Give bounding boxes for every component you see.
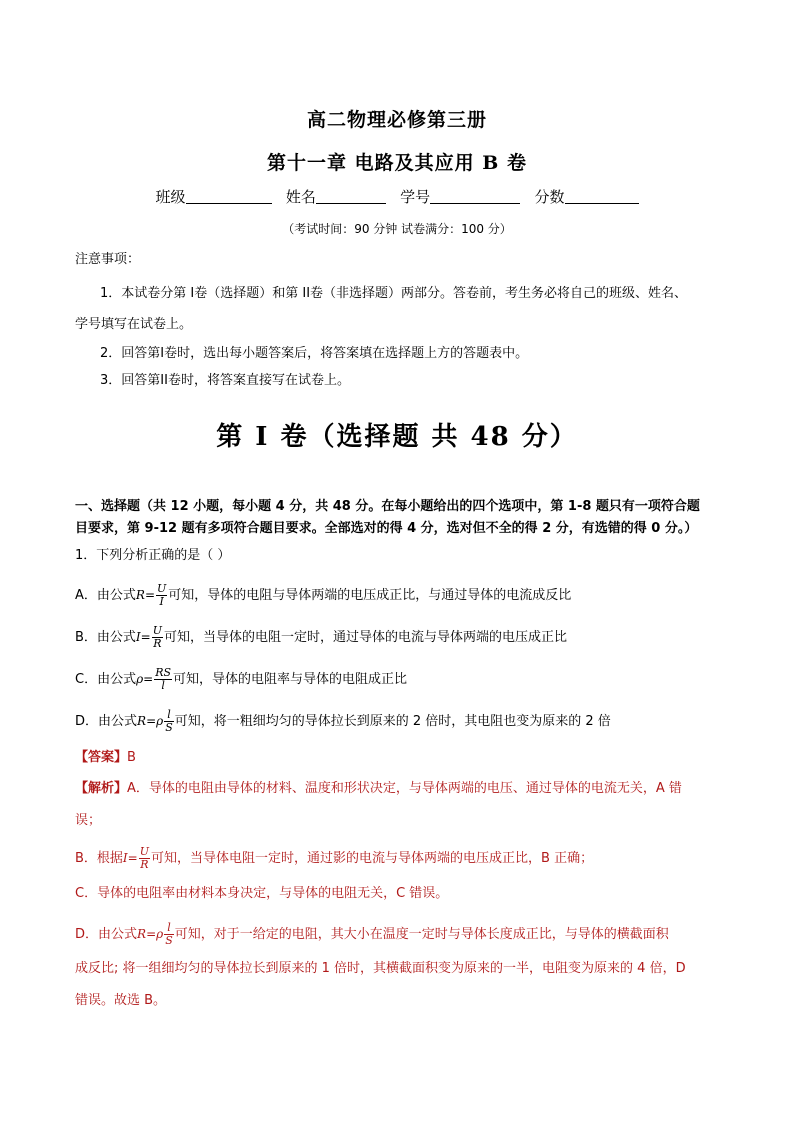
notes-heading: 注意事项： <box>75 252 141 267</box>
analysis-line-c: C．导体的电阻率由材料本身决定，与导体的电阻无关，C 错误。 <box>75 886 449 901</box>
student-id-field-label: 学号 <box>400 188 431 206</box>
class-field-blank[interactable] <box>186 189 272 204</box>
analysis-line-b: B．根据I= $\frac{U}{R}$ 可知，当导体电阻一定时，通过影的电流与导体两端的电压成正比，B 正确； <box>75 845 594 871</box>
option-d-coef: ρ <box>156 714 164 728</box>
instructions-line-1: 一、选择题（共 12 小题，每小题 4 分，共 48 分。在每小题给出的四个选项中，第 1-8 题只有一项符合题 <box>75 499 700 514</box>
analysis-d-suffix: 可知，对于一给定的电阻，其大小在温度一定时与导体长度成正比，与导体的横截面积 <box>174 927 669 942</box>
option-b: B．由公式I= $\frac{U}{R}$ 可知，当导体的电阻一定时，通过导体的电流与导体两端的电压成正比 <box>75 624 568 650</box>
analysis-label: 【解析】 <box>75 781 128 796</box>
answer-line <box>75 748 735 768</box>
option-d-lhs: R <box>137 714 147 728</box>
name-field-label: 姓名 <box>285 188 316 206</box>
analysis-line-d-end: 错误。故选 B。 <box>75 993 167 1008</box>
option-d-suffix: 可知，将一粗细均匀的导体拉长到原来的 2 倍时，其电阻也变为原来的 2 倍 <box>174 714 611 729</box>
option-c-prefix: C．由公式 <box>75 672 137 687</box>
option-b-den: R <box>153 637 162 650</box>
analysis-a-text: A．导体的电阻由导体的材料、温度和形状决定，与导体两端的电压、通过导体的电流无关，A 错 <box>127 781 682 796</box>
option-d-prefix: D．由公式 <box>75 714 138 729</box>
analysis-b-prefix: B．根据 <box>75 851 123 866</box>
analysis-b-fraction <box>139 846 150 871</box>
option-c-num: RS <box>155 666 172 679</box>
analysis-line-a-cont: 误； <box>75 813 102 828</box>
option-a-suffix: 可知，导体的电阻与导体两端的电压成正比，与通过导体的电流成反比 <box>168 588 572 603</box>
option-a: A．由公式R= $\frac{U}{I}$ 可知，导体的电阻与导体两端的电压成正比，与通过导体的电流成反比 <box>75 582 572 608</box>
score-field-label: 分数 <box>534 188 565 206</box>
name-field-blank[interactable] <box>316 189 386 204</box>
option-c: C．由公式ρ= $\frac{RS}{l}$ 可知，导体的电阻率与导体的电阻成正比 <box>75 666 408 692</box>
option-c-den: l <box>161 679 165 692</box>
analysis-line-a <box>75 779 735 799</box>
analysis-d-fraction <box>164 922 174 947</box>
option-a-den: I <box>159 595 164 608</box>
score-field-blank[interactable] <box>565 189 639 204</box>
note-item-1-cont: 学号填写在试卷上。 <box>75 317 193 332</box>
analysis-d-coef: ρ <box>156 927 164 941</box>
analysis-line-d-cont: 成反比; 将一组细均匀的导体拉长到原来的 1 倍时，其横截面积变为原来的一半，电阻变为原来的 4 倍，D <box>75 961 686 976</box>
option-a-lhs: R <box>135 588 145 602</box>
option-c-fraction <box>154 667 172 692</box>
note-item-1: 1．本试卷分第 I卷（选择题）和第 II卷（非选择题）两部分。答卷前，考生务必将自己的班级、姓名、 <box>100 286 688 301</box>
option-d-num: l <box>164 709 174 722</box>
option-a-fraction <box>156 583 167 608</box>
option-a-num: U <box>157 582 167 595</box>
analysis-d-prefix: D．由公式 <box>75 927 138 942</box>
analysis-d-den: S <box>165 934 173 947</box>
question-stem: 1．下列分析正确的是（ ） <box>75 548 231 563</box>
option-c-lhs: ρ <box>136 672 144 686</box>
student-id-field-blank[interactable] <box>430 189 520 204</box>
chapter-title: 第十一章 电路及其应用 B 卷 <box>267 152 527 174</box>
answer-label: 【答案】 <box>75 750 128 765</box>
note-item-3: 3．回答第II卷时，将答案直接写在试卷上。 <box>100 373 350 388</box>
option-b-prefix: B．由公式 <box>75 630 136 645</box>
option-d-den: S <box>165 721 173 734</box>
class-field-label: 班级 <box>155 188 186 206</box>
answer-value: B <box>127 750 136 765</box>
analysis-d-num: l <box>164 922 174 935</box>
option-b-lhs: I <box>135 630 141 644</box>
analysis-line-d: D．由公式R=ρ $\frac{l}{S}$ 可知，对于一给定的电阻，其大小在温度一定时与导体长度成正比，与导体的横截面积 <box>75 921 669 947</box>
instructions-line-2: 目要求，第 9-12 题有多项符合题目要求。全部选对的得 4 分，选对但不全的得 2 分，有选错的得 0 分。） <box>75 521 698 536</box>
option-b-suffix: 可知，当导体的电阻一定时，通过导体的电流与导体两端的电压成正比 <box>164 630 568 645</box>
option-d-fraction <box>164 709 174 734</box>
page-title: 高二物理必修第三册 <box>306 109 487 131</box>
analysis-b-suffix: 可知，当导体电阻一定时，通过影的电流与导体两端的电压成正比，B 正确； <box>151 851 594 866</box>
analysis-d-lhs: R <box>137 927 147 941</box>
option-d: D．由公式R=ρ $\frac{l}{S}$ 可知，将一粗细均匀的导体拉长到原来的 2 倍时，其电阻也变为原来的 2 倍 <box>75 708 611 734</box>
option-c-suffix: 可知，导体的电阻率与导体的电阻成正比 <box>173 672 408 687</box>
student-info-fields <box>0 186 794 207</box>
option-b-fraction <box>152 625 163 650</box>
exam-info: （考试时间：90 分钟 试卷满分：100 分） <box>282 222 512 236</box>
section-title: 第 I 卷（选择题 共 48 分） <box>216 422 578 452</box>
note-item-2: 2．回答第I卷时，选出每小题答案后，将答案填在选择题上方的答题表中。 <box>100 346 529 361</box>
option-a-prefix: A．由公式 <box>75 588 136 603</box>
analysis-b-den: R <box>140 858 149 871</box>
analysis-b-num: U <box>139 845 150 858</box>
analysis-b-lhs: I <box>122 851 128 865</box>
option-b-num: U <box>152 624 163 637</box>
